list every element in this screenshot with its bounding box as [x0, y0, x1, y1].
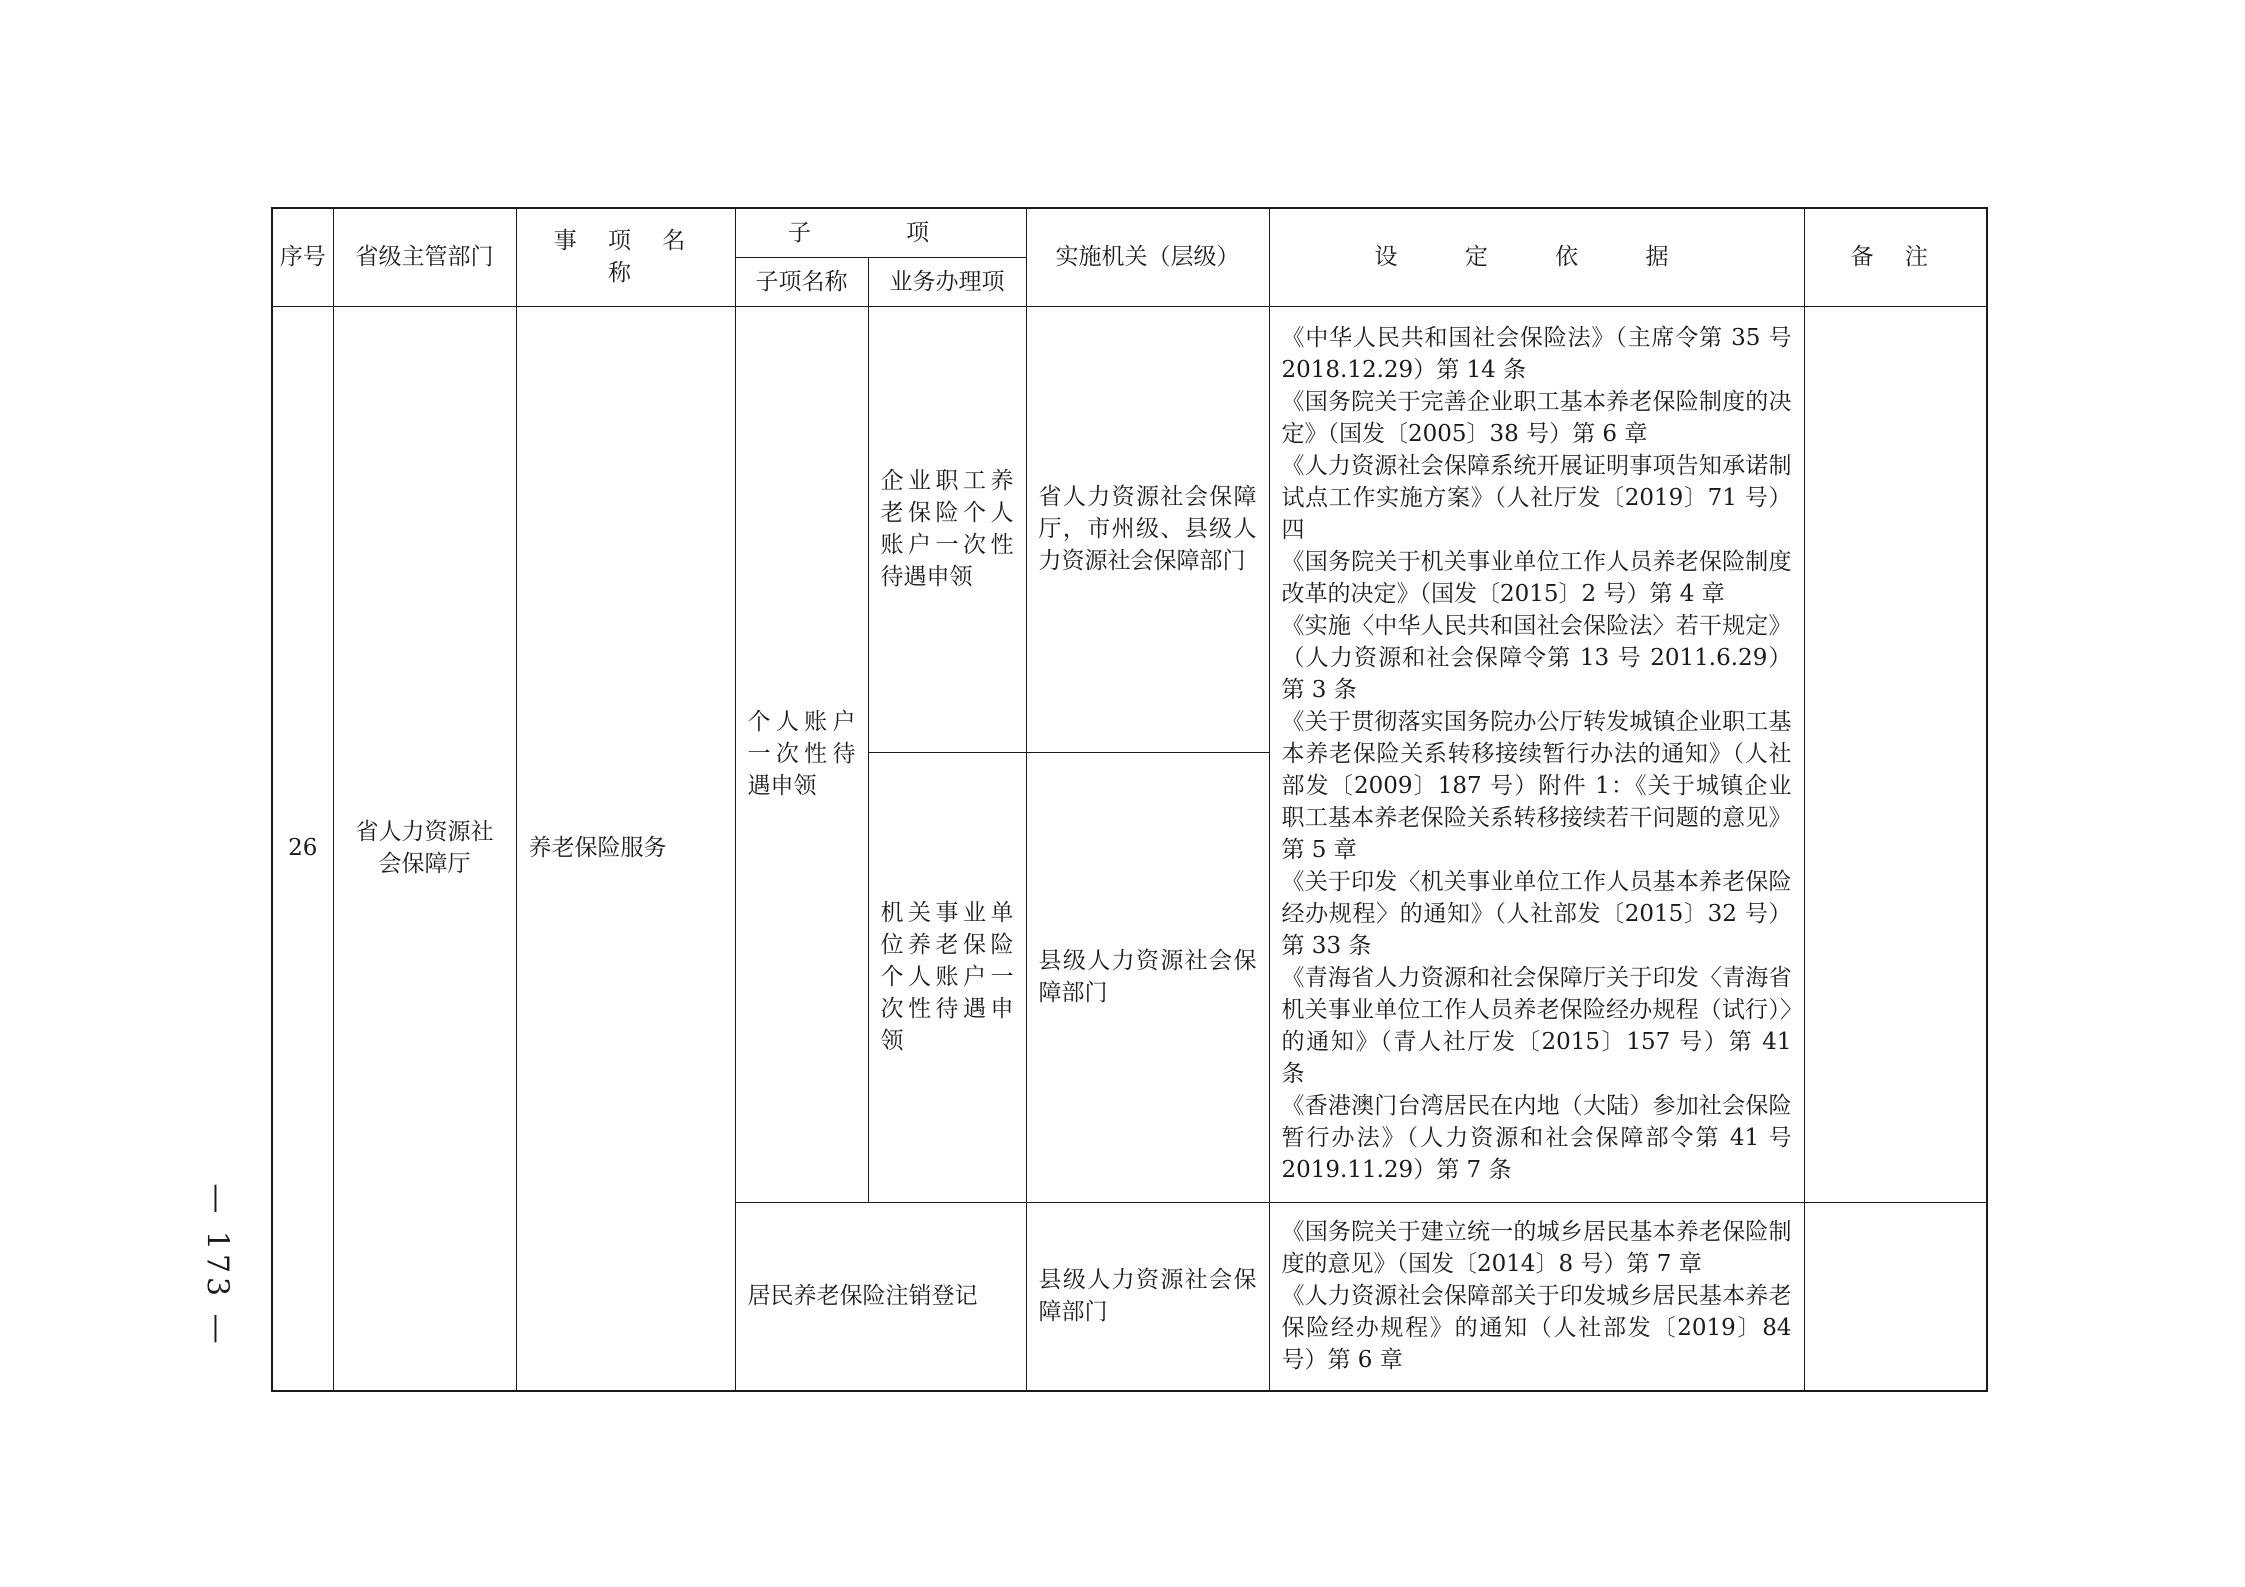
- row-item-name: 养老保险服务: [516, 306, 735, 1391]
- header-index: 序号: [272, 208, 333, 306]
- header-sub-name: 子项名称: [735, 257, 868, 306]
- row-sub-personal: 个人账户一次性待遇申领: [735, 306, 868, 1202]
- row-business-enterprise: 企业职工养老保险个人账户一次性待遇申领: [868, 306, 1026, 752]
- page-number-text: — 173 —: [199, 1182, 235, 1348]
- row-remark-resident: [1804, 1202, 1987, 1391]
- basis-item: 《人力资源社会保障部关于印发城乡居民基本养老保险经办规程》的通知（人社部发〔2019〕84 号）第 6 章: [1281, 1283, 1792, 1374]
- header-dept: 省级主管部门: [333, 208, 516, 306]
- basis-item: 《香港澳门台湾居民在内地（大陆）参加社会保险暂行办法》（人力资源和社会保障部令第 41 号 2019.11.29）第 7 条: [1281, 1093, 1792, 1183]
- row-agency-institution: 县级人力资源社会保障部门: [1026, 752, 1269, 1202]
- row-sub-resident: 居民养老保险注销登记: [735, 1202, 1026, 1391]
- row-index: 26: [272, 306, 333, 1391]
- header-sub: 子 项: [735, 208, 1026, 257]
- row-dept: 省人力资源社会保障厅: [333, 306, 516, 1391]
- basis-item: 《国务院关于建立统一的城乡居民基本养老保险制度的意见》（国发〔2014〕8 号）第 7 章: [1281, 1219, 1792, 1278]
- header-basis: 设 定 依 据: [1269, 208, 1804, 306]
- basis-item: 《青海省人力资源和社会保障厅关于印发〈青海省机关事业单位工作人员养老保险经办规程（试行）〉的通知》（青人社厅发〔2015〕157 号）第 41 条: [1281, 965, 1792, 1087]
- items-table: [271, 207, 1988, 1392]
- row-remark-personal: [1804, 306, 1987, 1202]
- row-business-institution: 机关事业单位养老保险个人账户一次性待遇申领: [868, 752, 1026, 1202]
- basis-item: 《国务院关于机关事业单位工作人员养老保险制度改革的决定》（国发〔2015〕2 号）第 4 章: [1281, 549, 1792, 607]
- row-agency-resident: 县级人力资源社会保障部门: [1026, 1202, 1269, 1391]
- row-basis-resident: [1269, 1202, 1804, 1391]
- header-remark: 备 注: [1804, 208, 1987, 306]
- page-number: [192, 1180, 242, 1350]
- basis-item: 《人力资源社会保障系统开展证明事项告知承诺制试点工作实施方案》（人社厅发〔2019〕71 号）四: [1281, 453, 1792, 543]
- header-agency: 实施机关（层级）: [1026, 208, 1269, 306]
- basis-item: 《实施〈中华人民共和国社会保险法〉若干规定》（人力资源和社会保障令第 13 号 2011.6.29）第 3 条: [1281, 613, 1792, 703]
- basis-item: 《国务院关于完善企业职工基本养老保险制度的决定》（国发〔2005〕38 号）第 6 章: [1281, 389, 1792, 447]
- basis-item: 《中华人民共和国社会保险法》（主席令第 35 号 2018.12.29）第 14 条: [1281, 325, 1792, 383]
- header-business: 业务办理项: [868, 257, 1026, 306]
- row-agency-enterprise: 省人力资源社会保障厅，市州级、县级人力资源社会保障部门: [1026, 306, 1269, 752]
- row-basis-personal: [1269, 306, 1804, 1202]
- basis-item: 《关于贯彻落实国务院办公厅转发城镇企业职工基本养老保险关系转移接续暂行办法的通知》（人社部发〔2009〕187 号）附件 1：《关于城镇企业职工基本养老保险关系转移接续若干问题的意见》第 5 章: [1281, 709, 1792, 863]
- basis-item: 《关于印发〈机关事业单位工作人员基本养老保险经办规程〉的通知》（人社部发〔2015〕32 号）第 33 条: [1281, 869, 1792, 959]
- header-item-name: 事 项 名 称: [516, 208, 735, 306]
